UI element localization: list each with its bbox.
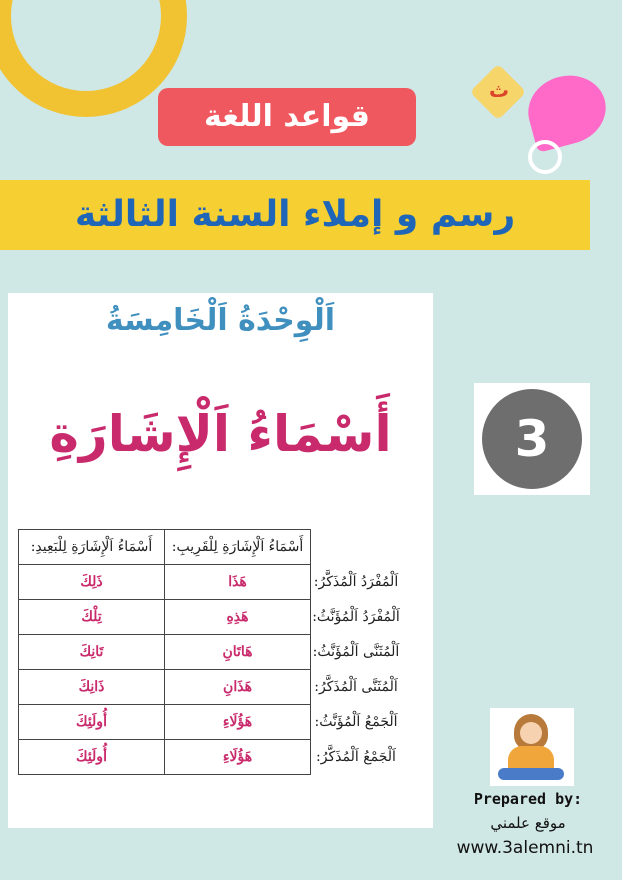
near-cell: هَاتَانِ xyxy=(165,635,311,670)
prepared-by-label: Prepared by: xyxy=(473,790,583,808)
row-label: اَلْجَمْعُ اَلْمُؤَنَّثُ: xyxy=(314,714,398,730)
demonstratives-table xyxy=(18,529,405,775)
table-corner-cell xyxy=(311,530,406,565)
reading-girl-illustration-icon xyxy=(490,708,574,786)
row-label: اَلْمُفْرَدُ اَلْمُؤَنَّثُ: xyxy=(312,609,400,625)
site-name: موقع علمني xyxy=(490,814,566,832)
table-row xyxy=(19,670,406,705)
lesson-number: 3 xyxy=(482,389,582,489)
subject-badge: قواعد اللغة xyxy=(158,88,416,146)
table-row xyxy=(19,740,406,775)
lesson-number-card xyxy=(474,383,590,495)
far-cell: أُولَئِكَ xyxy=(19,705,165,740)
near-cell: هَؤُلَاءِ xyxy=(165,740,311,775)
table-row xyxy=(19,705,406,740)
row-label: اَلْمُفْرَدُ اَلْمُذَكَّرُ: xyxy=(313,574,399,590)
row-label: اَلْمُثَنَّى اَلْمُذَكَّرُ: xyxy=(314,679,398,695)
decorative-pink-blob xyxy=(521,67,614,153)
row-label: اَلْجَمْعُ اَلْمُذَكَّرُ: xyxy=(316,749,396,765)
column-header-far: أَسْمَاءُ اَلْإِشَارَةِ لِلْبَعِيدِ: xyxy=(19,530,165,565)
far-cell: أُولَئِكَ xyxy=(19,740,165,775)
near-cell: هَذَانِ xyxy=(165,670,311,705)
near-cell: هَذَا xyxy=(165,565,311,600)
unit-title: اَلْوِحْدَةُ اَلْخَامِسَةُ xyxy=(105,303,336,338)
decorative-small-ring xyxy=(528,140,562,174)
table-header-row xyxy=(19,530,406,565)
far-cell: ذَانِكَ xyxy=(19,670,165,705)
lesson-title: أَسْمَاءُ اَلْإِشَارَةِ xyxy=(49,405,392,463)
lesson-sheet xyxy=(8,293,433,828)
row-label: اَلْمُثَنَّى اَلْمُؤَنَّثُ: xyxy=(312,644,400,660)
table-row xyxy=(19,635,406,670)
near-cell: هَؤُلَاءِ xyxy=(165,705,311,740)
far-cell: تَانِكَ xyxy=(19,635,165,670)
far-cell: تِلْكَ xyxy=(19,600,165,635)
table-row xyxy=(19,565,406,600)
title-banner: رسم و إملاء السنة الثالثة xyxy=(0,180,590,250)
table-row xyxy=(19,600,406,635)
site-url: www.3alemni.tn xyxy=(456,838,594,858)
far-cell: ذَلِكَ xyxy=(19,565,165,600)
column-header-near: أَسْمَاءُ اَلْإِشَارَةِ لِلْقَرِيبِ: xyxy=(165,530,311,565)
logo-mark-icon: ث xyxy=(488,78,510,102)
near-cell: هَذِهِ xyxy=(165,600,311,635)
